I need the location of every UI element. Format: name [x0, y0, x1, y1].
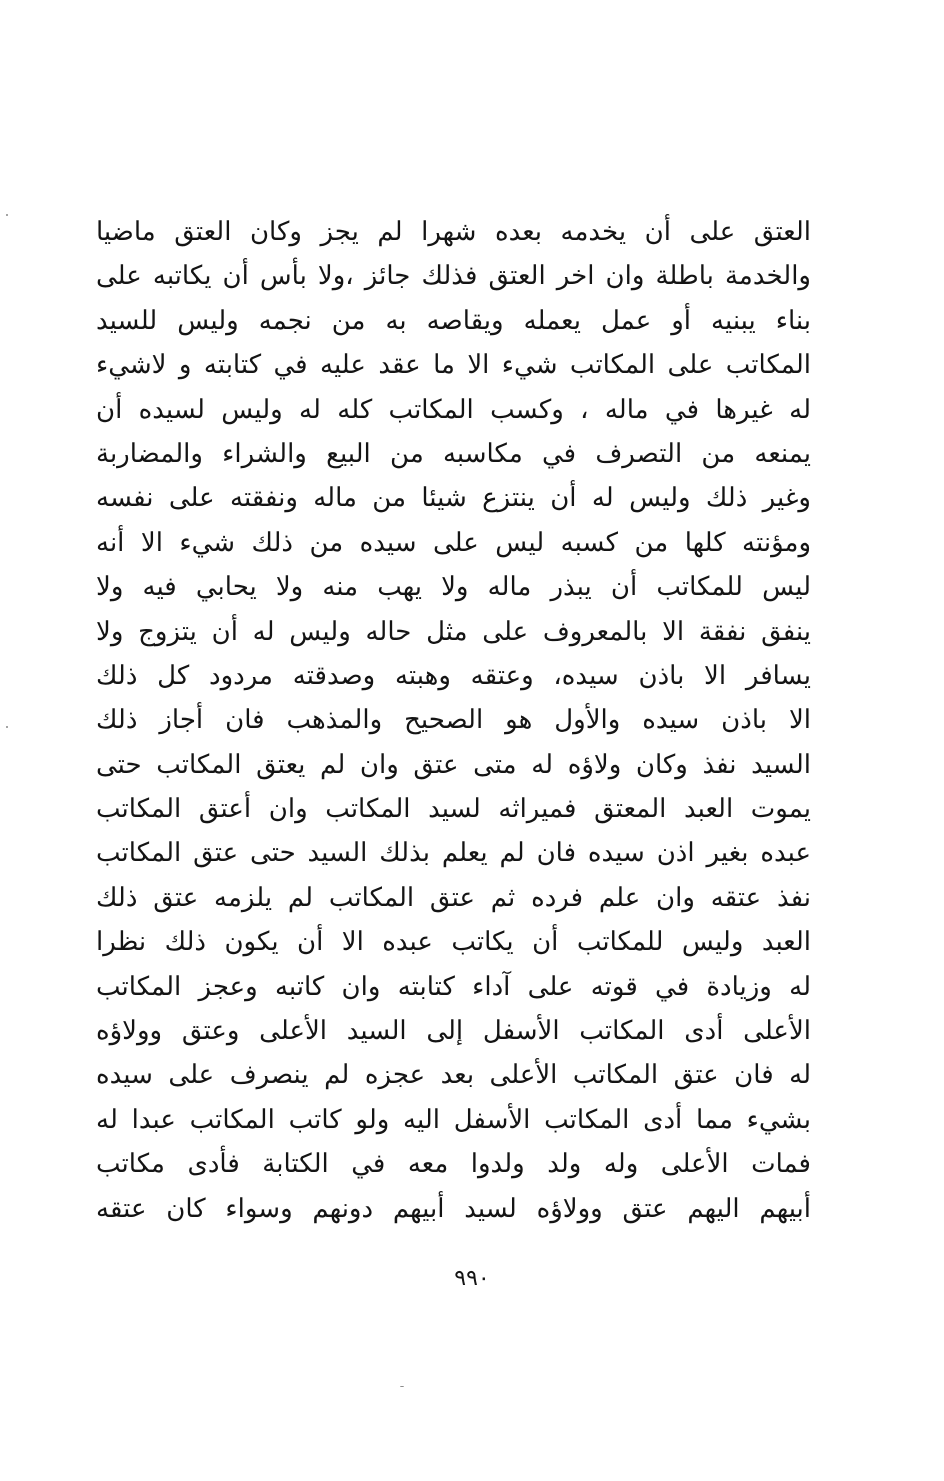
text-line: وغير ذلك وليس له أن ينتزع شيئا من ماله ونفقته على نفسه — [96, 483, 811, 514]
text-line: له غيرها في ماله ، وكسب المكاتب كله له وليس لسيده أن — [96, 394, 811, 425]
scan-speck — [400, 1386, 404, 1387]
text-line: الا باذن سيده والأول هو الصحيح والمذهب فان أجاز ذلك — [96, 705, 811, 736]
text-line: نفذ عتقه وان علم فرده ثم عتق المكاتب لم يلزمه عتق ذلك — [96, 882, 811, 913]
page-number: ٩٩٠ — [454, 1266, 490, 1291]
text-line: يسافر الا باذن سيده، وعتقه وهبته وصدقته مردود كل ذلك — [96, 660, 811, 691]
scan-speck — [6, 726, 8, 728]
text-line: له فان عتق المكاتب الأعلى بعد عجزه لم ينصرف على سيده — [96, 1060, 811, 1091]
text-line: له وزيادة في قوته على آداء كتابته وان كاتبه وعجز المكاتب — [96, 971, 811, 1002]
text-line: والخدمة باطلة وان اخر العتق فذلك جائز ،ولا بأس أن يكاتبه على — [96, 261, 811, 292]
text-line: فمات الأعلى وله ولد ولدوا معه في الكتابة فأدى مكاتب — [96, 1149, 811, 1180]
text-line: ليس للمكاتب أن يبذر ماله ولا يهب منه ولا يحابي فيه ولا — [96, 572, 811, 603]
text-line: العتق على أن يخدمه بعده شهرا لم يجز وكان العتق ماضيا — [96, 217, 811, 247]
text-line: العبد وليس للمكاتب أن يكاتب عبده الا أن يكون ذلك نظرا — [96, 927, 811, 958]
text-line: يمنعه من التصرف في مكاسبه من البيع والشراء والمضاربة — [96, 438, 811, 469]
text-line: الأعلى أدى المكاتب الأسفل إلى السيد الأعلى وعتق وولاؤه — [96, 1016, 811, 1047]
text-line: ومؤنته كلها من كسبه ليس على سيده من ذلك شيء الا أنه — [96, 527, 811, 558]
text-line: السيد نفذ وكان ولاؤه له متى عتق وان لم يعتق المكاتب حتى — [96, 749, 811, 780]
text-line: بناء يبنيه أو عمل يعمله ويقاصه به من نجمه وليس للسيد — [96, 305, 811, 336]
text-line: أبيهم اليهم عتق وولاؤه لسيد أبيهم دونهم وسواء كان عتقه — [96, 1193, 811, 1224]
text-line: ينفق نفقة الا بالمعروف على مثل حاله وليس له أن يتزوج ولا — [96, 616, 811, 647]
text-line: بشيء مما أدى المكاتب الأسفل اليه ولو كاتب المكاتب عبدا له — [96, 1104, 811, 1135]
body-text — [96, 210, 811, 1231]
text-line: عبده بغير اذن سيده فان لم يعلم بذلك السيد حتى عتق المكاتب — [96, 838, 811, 869]
scan-speck — [6, 214, 8, 216]
text-line: المكاتب على المكاتب شيء الا ما عقد عليه في كتابته و لاشيء — [96, 350, 811, 381]
text-line: يموت العبد المعتق فميراثه لسيد المكاتب وان أعتق المكاتب — [96, 794, 811, 825]
